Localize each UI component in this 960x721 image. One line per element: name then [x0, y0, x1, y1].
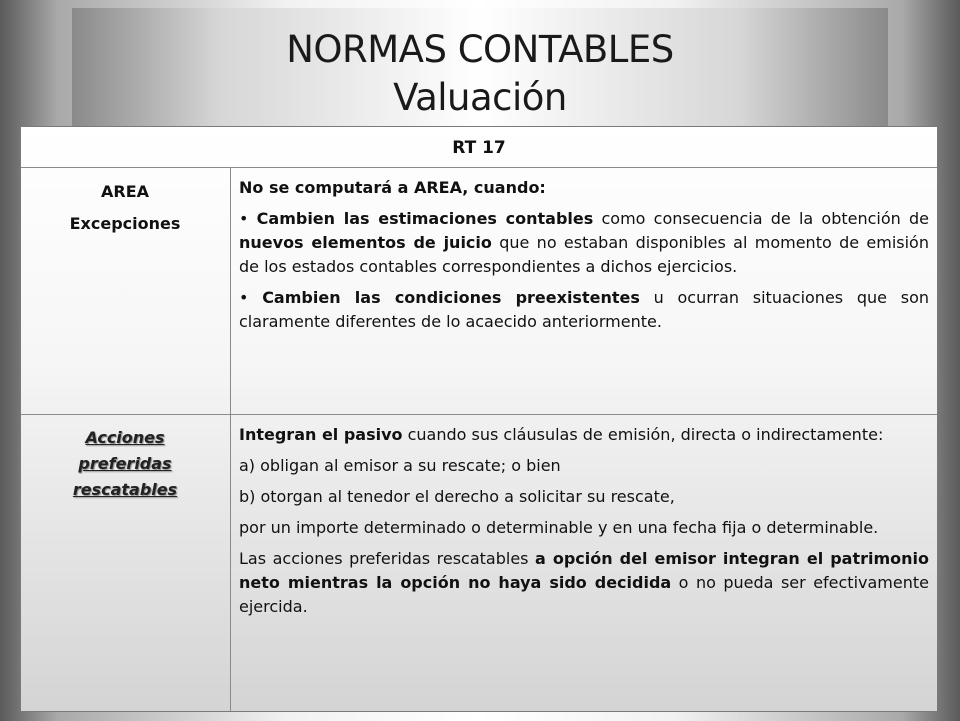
p5-bold: a opción del emisor integran el patrimonio neto mientras la opción no haya sido decidida [239, 549, 930, 592]
row2-label [21, 415, 229, 721]
p1-text: cuando sus cláusulas de emisión, directa o indirectamente: [402, 425, 884, 444]
row2-para-1 [239, 423, 929, 447]
title-banner [72, 8, 888, 126]
row2-para-2: a) obligan al emisor a su rescate; o bien [239, 456, 561, 475]
row1-label [21, 168, 229, 422]
row1-content [230, 168, 937, 414]
row2-label-line2: preferidas [78, 454, 172, 473]
slide-title: NORMAS CONTABLES [286, 28, 674, 71]
row2-label-line1: Acciones [85, 428, 165, 447]
row1-bullet-1: • Cambien las estimaciones contables como consecuencia de la obtención de nuevos elementos de juicio que no estaban disponibles al momento de emisión de los estados contables correspondientes a dichos ejercicios. [239, 209, 929, 276]
row1-bullet-2: • Cambien las condiciones preexistentes u ocurran situaciones que son claramente diferentes de lo acaecido anteriormente. [239, 288, 930, 331]
row2-para-3: b) otorgan al tenedor el derecho a solicitar su rescate, [239, 487, 675, 506]
table-header: RT 17 [21, 127, 937, 168]
bullet1-text1: como consecuencia de la obtención de [593, 209, 929, 228]
bullet1-bold2: nuevos elementos de juicio [239, 233, 492, 252]
p5-text2: o no pueda ser efectivamente ejercida. [239, 573, 929, 616]
p5-text1: Las acciones preferidas rescatables [239, 549, 536, 568]
p1-bold: Integran el pasivo [239, 425, 403, 444]
bullet2-text1: u ocurran situaciones que son claramente diferentes de lo acaecido anteriormente. [239, 288, 930, 331]
rt17-table [20, 126, 938, 712]
slide-subtitle: Valuación [393, 76, 567, 119]
row2-para-4: por un importe determinado o determinable y en una fecha fija o determinable. [239, 518, 879, 537]
bullet2-bold1: Cambien las condiciones preexistentes [262, 288, 640, 307]
row1-label-line1: AREA [100, 182, 149, 201]
bullet1-bold1: Cambien las estimaciones contables [256, 209, 594, 228]
row1-label-line2: Excepciones [69, 214, 181, 233]
bullet1-text2: que no estaban disponibles al momento de emisión de los estados contables correspondientes a dichos ejercicios. [239, 233, 929, 276]
row2-label-line3: rescatables [72, 480, 178, 499]
row2-para-5 [239, 547, 929, 619]
row1-intro: No se computará a AREA, cuando: [239, 178, 546, 197]
row2-content [230, 415, 937, 711]
